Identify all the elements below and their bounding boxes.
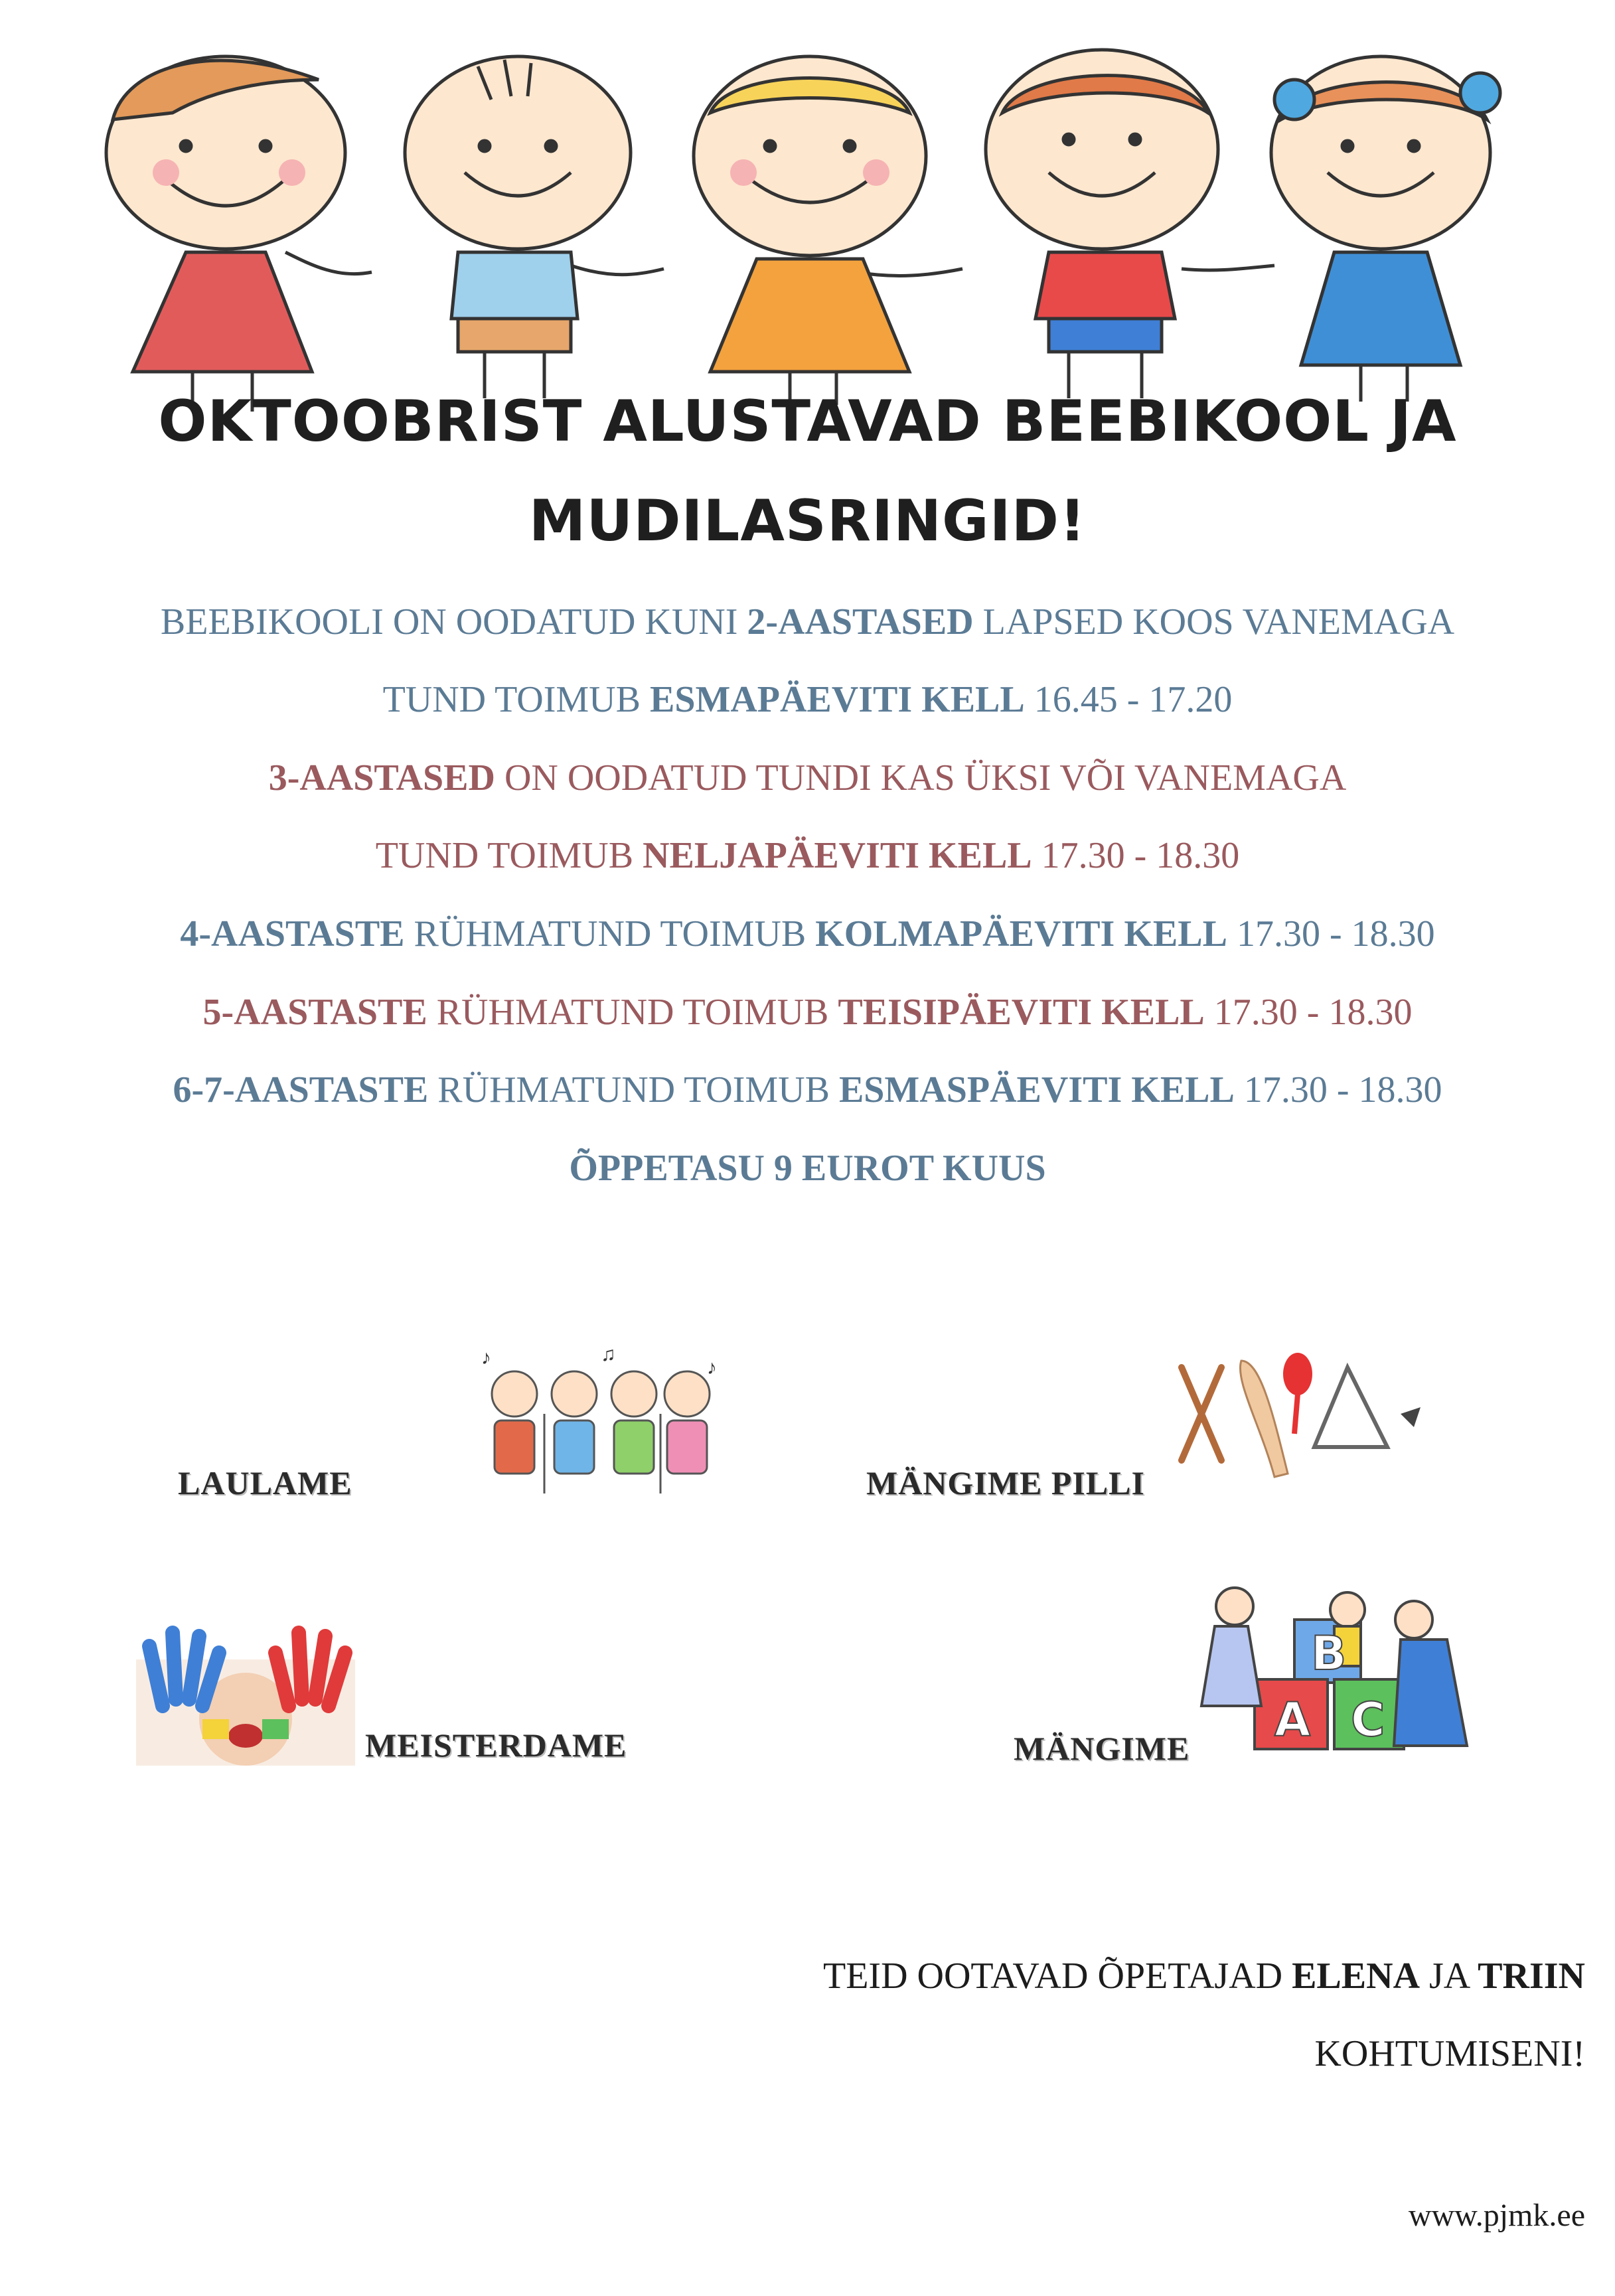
schedule-line [0,1147,1615,1189]
svg-text:A: A [1274,1693,1311,1747]
svg-text:♪: ♪ [481,1347,491,1369]
schedule-line-part: TUND TOIMUB [382,679,650,720]
singing-children-icon [468,1343,727,1500]
activity-singing-label: LAULAME [178,1464,352,1501]
schedule-line-part: RÜHMATUND TOIMUB [404,913,816,955]
schedule-line-part: ESMAPÄEVITI KELL [649,679,1025,720]
teachers-and: JA [1420,1955,1478,1997]
children-with-abc-blocks-icon [1195,1580,1474,1752]
activity-instruments-label: MÄNGIME PILLI [866,1464,1145,1501]
child-4 [986,50,1218,398]
svg-text:B: B [1311,1626,1347,1681]
schedule-line-part: ON OODATUD TUNDI KAS ÜKSI VÕI VANEMAGA [495,757,1347,799]
svg-text:♫: ♫ [601,1343,616,1365]
schedule-line-part: 5-AASTASTE [202,992,427,1033]
schedule-line [0,757,1615,799]
musical-instruments-icon [1168,1341,1427,1487]
schedule-line-part: TUND TOIMUB [375,835,643,876]
schedule-line-part: 17.30 - 18.30 [1234,1069,1442,1110]
teachers-line [823,1955,1585,1997]
child-5 [1271,56,1500,402]
farewell-text: KOHTUMISENI! [1314,2033,1585,2074]
schedule-line-part: BEEBIKOOLI ON OODATUD KUNI [160,601,747,643]
schedule-line-part: KOLMAPÄEVITI KELL [815,913,1227,955]
schedule-line [0,678,1615,721]
website-link[interactable]: www.pjmk.ee [1408,2198,1585,2233]
schedule-line [0,834,1615,877]
svg-text:C: C [1351,1693,1385,1747]
svg-text:♪: ♪ [707,1357,717,1379]
child-2 [405,56,631,398]
children-holding-hands-illustration [0,40,1615,412]
schedule-line-part: TEISIPÄEVITI KELL [838,992,1205,1033]
schedule-line-part: LAPSED KOOS VANEMAGA [973,601,1455,643]
schedule-line [0,991,1615,1033]
schedule-line-part: RÜHMATUND TOIMUB [427,992,838,1033]
title-line-1: OKTOOBRIST ALUSTAVAD BEEBIKOOL JA [158,388,1457,455]
teacher-name-1: ELENA [1292,1955,1421,1997]
schedule-line [0,913,1615,955]
teachers-prefix: TEID OOTAVAD ÕPETAJAD [823,1955,1292,1997]
schedule-line-part: 17.30 - 18.30 [1032,835,1240,876]
schedule-line-part: ÕPPETASU 9 EUROT KUUS [569,1148,1046,1189]
schedule-line-part: 3-AASTASED [268,757,495,799]
child-3 [694,56,926,405]
schedule-line [0,1069,1615,1111]
schedule-line [0,601,1615,643]
schedule-line-part: 16.45 - 17.20 [1024,679,1233,720]
schedule-line-part: RÜHMATUND TOIMUB [428,1069,839,1110]
schedule-line-part: 4-AASTASTE [180,913,405,955]
activity-playing-label: MÄNGIME [1014,1730,1190,1767]
schedule-line-part: 17.30 - 18.30 [1204,992,1413,1033]
activity-crafting-label: MEISTERDAME [365,1726,627,1764]
schedule-line-part: 6-7-AASTASTE [173,1069,429,1110]
painted-hands-icon [136,1620,355,1766]
schedule-line-part: 2-AASTASED [747,601,974,643]
teacher-name-2: TRIIN [1478,1955,1585,1997]
schedule-line-part: NELJAPÄEVITI KELL [643,835,1032,876]
schedule-line-part: 17.30 - 18.30 [1227,913,1435,955]
schedule-line-part: ESMASPÄEVITI KELL [838,1069,1235,1110]
child-1 [106,56,345,412]
title-line-2: MUDILASRINGID! [528,488,1087,554]
